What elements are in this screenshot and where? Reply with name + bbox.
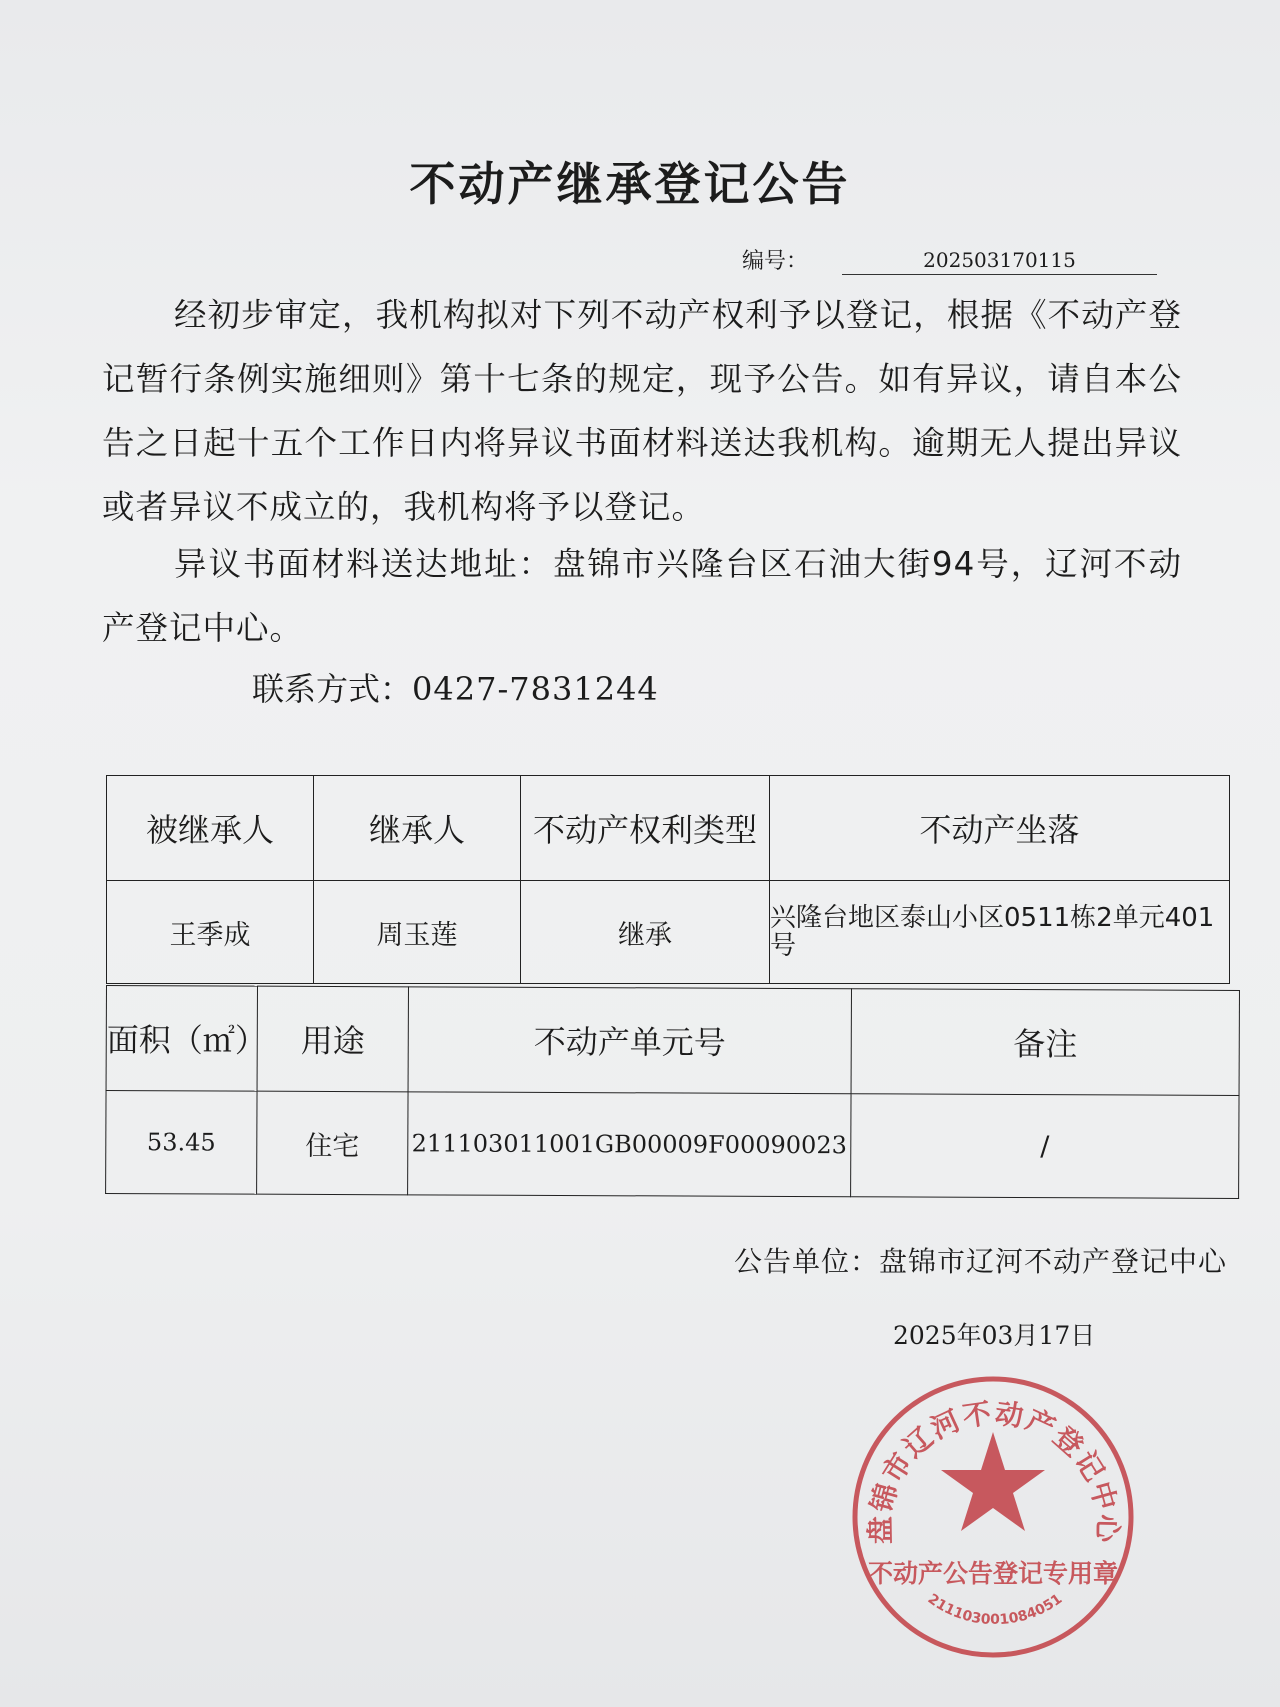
header-remarks: 备注 [851,989,1239,1096]
cell-right-type: 继承 [521,881,770,984]
contact-phone: 0427-7831244 [412,670,659,708]
cell-location: 兴隆台地区泰山小区0511栋2单元401号 [770,881,1230,984]
document-title: 不动产继承登记公告 [409,157,851,211]
contact-line [252,664,659,710]
header-right-type: 不动产权利类型 [521,776,770,881]
cell-area: 53.45 [106,1091,257,1195]
cell-usage: 住宅 [257,1091,408,1195]
contact-label: 联系方式： [252,670,413,708]
issue-date: 2025年03月17日 [893,1321,1096,1350]
header-area: 面积（㎡） [106,986,257,1092]
header-usage: 用途 [257,986,408,1092]
seal-star [941,1432,1045,1531]
official-seal [848,1372,1138,1662]
serial-number: 202503170115 [842,248,1157,275]
header-location: 不动产坐落 [770,776,1230,881]
inheritance-table [106,775,1230,984]
objection-address-paragraph: 异议书面材料送达地址：盘锦市兴隆台区石油大街94号，辽河不动产登记中心。 [102,545,1182,647]
header-decedent: 被继承人 [107,776,314,881]
cell-heir: 周玉莲 [314,881,521,984]
notice-paragraph: 经初步审定，我机构拟对下列不动产权利予以登记，根据《不动产登记暂行条例实施细则》第十七条的规定，现予公告。如有异议，请自本公告之日起十五个工作日内将异议书面材料送达我机构。逾期无人提出异议或者异议不成立的，我机构将予以登记。 [102,296,1182,526]
property-table [105,985,1240,1199]
serial-label: 编号： [742,249,809,274]
cell-remarks: / [851,1094,1239,1199]
header-unit-number: 不动产单元号 [408,987,851,1094]
seal-inner-text: 不动产公告登记专用章 [867,1559,1119,1588]
seal-ring-text: 盘锦市辽河不动产登记中心 [863,1396,1125,1545]
seal-code: 2111030010​84051 [924,1591,1066,1629]
header-heir: 继承人 [314,776,521,881]
cell-unit-number: 211103011001GB00009F00090023 [408,1092,851,1197]
cell-decedent: 王季成 [107,881,314,984]
issuing-unit: 公告单位：盘锦市辽河不动产登记中心 [734,1245,1228,1278]
